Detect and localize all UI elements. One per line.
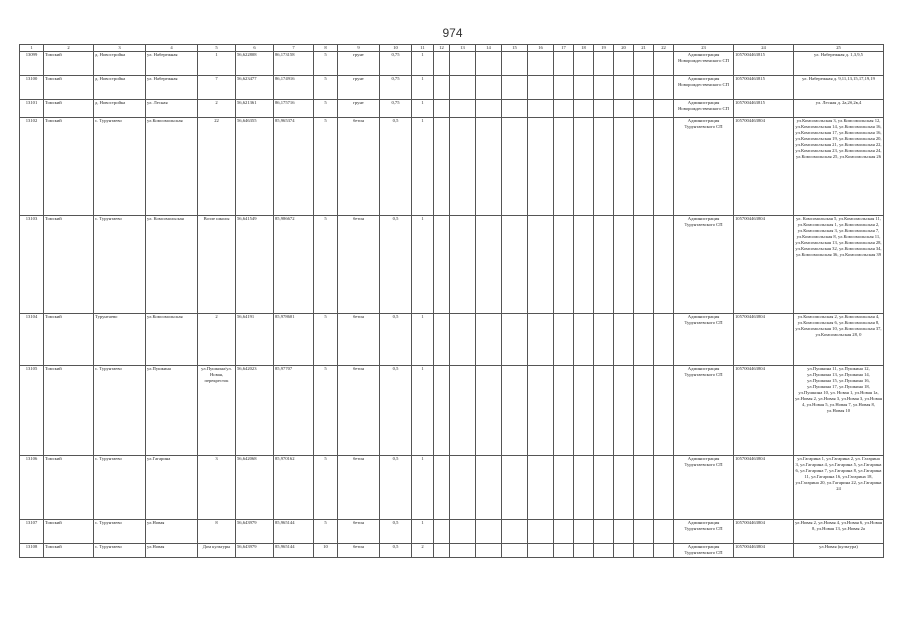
- table-cell: 1: [198, 52, 236, 76]
- table-cell: [614, 366, 634, 456]
- table-cell: 56,622808: [236, 52, 274, 76]
- table-cell: [476, 118, 502, 216]
- table-cell: 5: [314, 216, 338, 314]
- table-cell: 56,623477: [236, 76, 274, 100]
- table-cell: 86,175716: [274, 100, 314, 118]
- table-cell: ул. Набережная: [146, 76, 198, 100]
- table-cell: 13106: [20, 456, 44, 520]
- table-cell: [450, 544, 476, 558]
- table-cell: ул.Комсомольская 3, ул.Комсомольская 12, ул.Комсомольская 14, ул.Комсомольская 16, ул.Комсомольская 17, ул.Комсомольская 16, ул.Комсомольская 19, ул.Комсомольская 20, ул.Комсомольская 21, ул.Комсомольская 22, ул.Комсомольская 23, ул.Комсомольская 24, ул.Комсомольская 25, ул.Комсомольская 26: [794, 118, 884, 216]
- table-cell: Администрация Турунтаевского СП: [674, 314, 734, 366]
- column-header: 10: [380, 45, 412, 52]
- table-cell: [528, 100, 554, 118]
- table-cell: [614, 544, 634, 558]
- table-cell: Администрация Новорождественского СП: [674, 100, 734, 118]
- table-cell: 1057004463804: [734, 216, 794, 314]
- table-cell: [502, 76, 528, 100]
- table-cell: [634, 520, 654, 544]
- table-cell: [594, 118, 614, 216]
- table-cell: [654, 52, 674, 76]
- table-cell: [574, 366, 594, 456]
- table-cell: [634, 544, 654, 558]
- table-cell: 0,5: [380, 314, 412, 366]
- table-cell: [502, 544, 528, 558]
- table-cell: 1: [412, 366, 434, 456]
- table-cell: [528, 216, 554, 314]
- table-cell: грунт: [338, 76, 380, 100]
- table-row: [20, 216, 884, 314]
- table-cell: Администрация Турунтаевского СП: [674, 216, 734, 314]
- table-cell: [634, 118, 654, 216]
- table-cell: 56,643979: [236, 520, 274, 544]
- column-header: 1: [20, 45, 44, 52]
- table-cell: 7: [198, 76, 236, 100]
- column-header: 24: [734, 45, 794, 52]
- table-cell: ул. Набережная: [146, 52, 198, 76]
- table-cell: 1057004463815: [734, 100, 794, 118]
- table-cell: [450, 52, 476, 76]
- table-cell: [654, 216, 674, 314]
- table-cell: ул. Набережная д. 9,11,13,15,17,19,19: [794, 76, 884, 100]
- table-cell: Администрация Турунтаевского СП: [674, 544, 734, 558]
- table-cell: [476, 100, 502, 118]
- table-cell: 5: [314, 366, 338, 456]
- table-cell: Администрация Турунтаевского СП: [674, 456, 734, 520]
- table-cell: 1: [412, 52, 434, 76]
- table-cell: [434, 216, 450, 314]
- table-cell: 13108: [20, 544, 44, 558]
- table-cell: 56,642023: [236, 366, 274, 456]
- table-cell: 85,965144: [274, 520, 314, 544]
- table-cell: ул.Новая 2, ул.Новая 4, ул.Новая 6, ул.Новая 8, ул.Новая 13, ул.Новая 2а: [794, 520, 884, 544]
- table-row: [20, 100, 884, 118]
- table-cell: 86,173158: [274, 52, 314, 76]
- column-header: 14: [476, 45, 502, 52]
- table-cell: [450, 100, 476, 118]
- table-cell: [450, 520, 476, 544]
- table-cell: 5: [314, 76, 338, 100]
- table-cell: 85,965374: [274, 118, 314, 216]
- table-cell: с. Турунтаево: [94, 544, 146, 558]
- table-cell: [450, 366, 476, 456]
- table-cell: ул.Комсомольская: [146, 314, 198, 366]
- table-cell: Администрация Новорождественского СП: [674, 52, 734, 76]
- table-cell: 85,970162: [274, 456, 314, 520]
- table-cell: [434, 314, 450, 366]
- table-cell: 1057004463804: [734, 544, 794, 558]
- table-cell: 0,5: [380, 456, 412, 520]
- table-cell: [634, 52, 654, 76]
- table-cell: ул.Пушкина 11, ул.Пушкина 12, ул.Пушкина 13, ул.Пушкина 14, ул.Пушкина 15, ул.Пушкина 16, ул.Пушкина 17, ул.Пушкина 18, ул.Пушкина 10, ул. Новая 1, ул.Новая 1а, ул.Новая 2, ул.Новая 3, ул.Новая 3, ул.Новая 4, ул.Новая 5, ул.Новая 7, ул.Новая 8, ул.Новая 10: [794, 366, 884, 456]
- table-cell: с. Турунтаево: [94, 118, 146, 216]
- table-cell: с. Турунтаево: [94, 366, 146, 456]
- table-cell: [450, 118, 476, 216]
- table-cell: [502, 118, 528, 216]
- table-cell: [528, 544, 554, 558]
- table-cell: ул.Гагарина 1, ул.Гагарина 2, ул. Гагарина 3, ул.Гагарина 4, ул.Гагарина 5, ул.Гагарина 6, ул.Гагарина 7, ул.Гагарина 8, ул.Гагарина 11, ул.Гагарина 16, ул.Гагарина 18, ул.Гагарина 20, ул.Гагарина 22, ул.Гагарина 24: [794, 456, 884, 520]
- table-cell: Томский: [44, 118, 94, 216]
- table-cell: [654, 544, 674, 558]
- table-cell: д. Новостройка: [94, 76, 146, 100]
- table-cell: ул. Комсомольская 5, ул.Комсомольская 11, ул.Комсомольская 1, ул.Комсомольская 2, ул.Комсомольская 3, ул.Комсомольская 7, ул.Комсомольская 8, ул.Комсомольская 11, ул.Комсомольская 13, ул.Комсомольская 28, ул.Комсомольская 32, ул.Комсомольская 34, ул.Комсомольская 36, ул.Комсомольская 39: [794, 216, 884, 314]
- table-cell: бетон: [338, 366, 380, 456]
- table-cell: 13107: [20, 520, 44, 544]
- table-cell: 1: [412, 118, 434, 216]
- table-cell: [654, 456, 674, 520]
- table-cell: [502, 314, 528, 366]
- table-row: [20, 456, 884, 520]
- table-cell: [634, 100, 654, 118]
- table-cell: [528, 456, 554, 520]
- column-header: 6: [236, 45, 274, 52]
- table-cell: [654, 100, 674, 118]
- table-row: [20, 52, 884, 76]
- table-cell: [594, 100, 614, 118]
- table-cell: 0,5: [380, 520, 412, 544]
- table-cell: [634, 456, 654, 520]
- table-cell: [434, 456, 450, 520]
- table-cell: бетон: [338, 118, 380, 216]
- column-header: 15: [502, 45, 528, 52]
- table-row: [20, 544, 884, 558]
- table-cell: [528, 366, 554, 456]
- table-cell: [450, 216, 476, 314]
- column-header: 25: [794, 45, 884, 52]
- table-cell: [434, 366, 450, 456]
- table-cell: [502, 366, 528, 456]
- table-cell: [502, 456, 528, 520]
- table-cell: ул.Новая: [146, 520, 198, 544]
- table-cell: 13105: [20, 366, 44, 456]
- table-cell: [594, 216, 614, 314]
- table-cell: 13103: [20, 216, 44, 314]
- table-cell: [554, 544, 574, 558]
- table-cell: 1057004463804: [734, 366, 794, 456]
- table-cell: ул.Новая: [146, 544, 198, 558]
- table-cell: [614, 52, 634, 76]
- table-cell: 1057004463815: [734, 52, 794, 76]
- column-header: 2: [44, 45, 94, 52]
- table-cell: [614, 100, 634, 118]
- table-cell: [654, 314, 674, 366]
- table-cell: ул.Комсомольская: [146, 118, 198, 216]
- table-cell: [528, 118, 554, 216]
- table-cell: [594, 52, 614, 76]
- column-header: 3: [94, 45, 146, 52]
- table-cell: [528, 314, 554, 366]
- table-cell: ул. Лесная д. 2а,2б,2в,4: [794, 100, 884, 118]
- table-cell: 85,965144: [274, 544, 314, 558]
- table-cell: Дом культуры: [198, 544, 236, 558]
- table-cell: [634, 314, 654, 366]
- table-cell: Томский: [44, 456, 94, 520]
- table-cell: [554, 52, 574, 76]
- table-cell: [434, 76, 450, 100]
- table-cell: с. Турунтаево: [94, 456, 146, 520]
- table-cell: [434, 520, 450, 544]
- table-cell: [614, 76, 634, 100]
- column-header: 19: [594, 45, 614, 52]
- table-cell: грунт: [338, 52, 380, 76]
- table-cell: [634, 216, 654, 314]
- table-cell: [554, 314, 574, 366]
- table-cell: 2: [198, 314, 236, 366]
- table-cell: [476, 456, 502, 520]
- table-cell: [528, 76, 554, 100]
- table-row: [20, 76, 884, 100]
- column-header: 4: [146, 45, 198, 52]
- table-cell: [554, 456, 574, 520]
- table-cell: [434, 52, 450, 76]
- table-cell: 8: [198, 520, 236, 544]
- table-cell: Администрация Турунтаевского СП: [674, 520, 734, 544]
- table-cell: 1057004463804: [734, 520, 794, 544]
- table-cell: [554, 118, 574, 216]
- table-cell: Томский: [44, 76, 94, 100]
- table-cell: [502, 52, 528, 76]
- table-cell: [614, 216, 634, 314]
- table-cell: бетон: [338, 456, 380, 520]
- table-cell: 1: [412, 76, 434, 100]
- table-cell: [554, 216, 574, 314]
- table-cell: [574, 456, 594, 520]
- table-cell: 1057004463804: [734, 456, 794, 520]
- table-cell: 5: [314, 100, 338, 118]
- table-cell: ул.Комсомольская 2, ул.Комсомольская 4, ул.Комсомольская 6, ул.Комсомольская 8, ул.Комсомольская 10, ул.Комсомольская 37, ул.Комсомольская 28, 0: [794, 314, 884, 366]
- table-cell: [614, 456, 634, 520]
- table-cell: 13102: [20, 118, 44, 216]
- table-cell: 1: [412, 100, 434, 118]
- table-cell: [528, 52, 554, 76]
- column-header: 8: [314, 45, 338, 52]
- table-cell: [554, 76, 574, 100]
- table-cell: бетон: [338, 216, 380, 314]
- table-cell: [594, 76, 614, 100]
- table-cell: [654, 76, 674, 100]
- table-cell: 0,5: [380, 118, 412, 216]
- column-header: 21: [634, 45, 654, 52]
- table-cell: [594, 544, 614, 558]
- column-header: 7: [274, 45, 314, 52]
- column-header: 16: [528, 45, 554, 52]
- table-cell: ул.Гагарина: [146, 456, 198, 520]
- table-cell: Томский: [44, 100, 94, 118]
- table-cell: [574, 544, 594, 558]
- table-cell: 56,643979: [236, 544, 274, 558]
- table-cell: [554, 100, 574, 118]
- table-cell: [476, 366, 502, 456]
- column-header: 9: [338, 45, 380, 52]
- table-cell: [502, 100, 528, 118]
- column-header: 22: [654, 45, 674, 52]
- page-number: 974: [442, 26, 463, 40]
- table-cell: [614, 118, 634, 216]
- table-cell: 85,978601: [274, 314, 314, 366]
- table-row: [20, 366, 884, 456]
- table-cell: 1: [412, 216, 434, 314]
- table-cell: 1057004463815: [734, 76, 794, 100]
- table-cell: [614, 520, 634, 544]
- table-cell: [594, 456, 614, 520]
- table-cell: 0,75: [380, 76, 412, 100]
- table-cell: [476, 544, 502, 558]
- table-row: [20, 118, 884, 216]
- table-cell: 56,641549: [236, 216, 274, 314]
- table-cell: [476, 52, 502, 76]
- table-cell: [502, 520, 528, 544]
- table-cell: [574, 76, 594, 100]
- table-cell: 85,986672: [274, 216, 314, 314]
- table-cell: [594, 314, 614, 366]
- table-cell: 0,5: [380, 544, 412, 558]
- table-cell: [574, 520, 594, 544]
- column-header: 12: [434, 45, 450, 52]
- table-cell: грунт: [338, 100, 380, 118]
- table-cell: [654, 520, 674, 544]
- column-header: 11: [412, 45, 434, 52]
- table-cell: [554, 366, 574, 456]
- table-cell: 10: [314, 544, 338, 558]
- table-cell: [502, 216, 528, 314]
- column-header: 20: [614, 45, 634, 52]
- column-header: 17: [554, 45, 574, 52]
- table-cell: 13100: [20, 76, 44, 100]
- table-cell: [450, 456, 476, 520]
- table-cell: Томский: [44, 544, 94, 558]
- table-cell: [574, 314, 594, 366]
- table-cell: бетон: [338, 314, 380, 366]
- table-cell: Томский: [44, 520, 94, 544]
- table-cell: 1057004463804: [734, 314, 794, 366]
- table-cell: [476, 76, 502, 100]
- table-cell: [476, 520, 502, 544]
- table-cell: [574, 216, 594, 314]
- table-cell: 1: [412, 314, 434, 366]
- table-cell: д. Новостройка: [94, 100, 146, 118]
- table-cell: ул.Новая (культура): [794, 544, 884, 558]
- table-cell: 86,174916: [274, 76, 314, 100]
- table-cell: [594, 366, 614, 456]
- table-cell: [594, 520, 614, 544]
- table-cell: 0,5: [380, 216, 412, 314]
- table-cell: [528, 520, 554, 544]
- table-cell: ул. Набережная д. 1,3,9,5: [794, 52, 884, 76]
- table-cell: 1: [412, 520, 434, 544]
- table-cell: ул.Пушкина/ул. Новая, перекресток: [198, 366, 236, 456]
- table-cell: 5: [314, 520, 338, 544]
- table-cell: [554, 520, 574, 544]
- table-row: [20, 520, 884, 544]
- table-cell: Турунтаево: [94, 314, 146, 366]
- table-cell: [434, 118, 450, 216]
- table-cell: [476, 314, 502, 366]
- table-cell: с. Турунтаево: [94, 520, 146, 544]
- table-cell: 22: [198, 118, 236, 216]
- table-cell: 0,75: [380, 100, 412, 118]
- table-cell: [434, 544, 450, 558]
- table-row: [20, 314, 884, 366]
- table-cell: [450, 314, 476, 366]
- table-cell: 13101: [20, 100, 44, 118]
- table-cell: бетон: [338, 544, 380, 558]
- table-cell: 5: [314, 314, 338, 366]
- column-header: 18: [574, 45, 594, 52]
- table-cell: 5: [314, 456, 338, 520]
- table-cell: Томский: [44, 314, 94, 366]
- table-cell: 2: [412, 544, 434, 558]
- table-cell: Томский: [44, 216, 94, 314]
- header-row: [20, 45, 884, 52]
- table-cell: [614, 314, 634, 366]
- table-cell: Томский: [44, 366, 94, 456]
- table-cell: [654, 366, 674, 456]
- column-header: 13: [450, 45, 476, 52]
- table-cell: [476, 216, 502, 314]
- table-cell: 0,5: [380, 366, 412, 456]
- column-header: 23: [674, 45, 734, 52]
- table-cell: [574, 100, 594, 118]
- table-cell: 5: [314, 52, 338, 76]
- table-cell: 56,621361: [236, 100, 274, 118]
- table-cell: ул. Комсомольская: [146, 216, 198, 314]
- table-cell: 3: [198, 456, 236, 520]
- table-cell: 1057004463804: [734, 118, 794, 216]
- table-cell: Администрация Турунтаевского СП: [674, 366, 734, 456]
- table-cell: 5: [314, 118, 338, 216]
- registry-table: [19, 44, 884, 558]
- table-cell: 85,97707: [274, 366, 314, 456]
- table-cell: [574, 118, 594, 216]
- table-cell: 13099: [20, 52, 44, 76]
- table-cell: Возле школы: [198, 216, 236, 314]
- table-cell: [634, 76, 654, 100]
- table-cell: [634, 366, 654, 456]
- table-cell: 56,64191: [236, 314, 274, 366]
- table-cell: 2: [198, 100, 236, 118]
- table-cell: бетон: [338, 520, 380, 544]
- table-cell: [654, 118, 674, 216]
- table-cell: Администрация Турунтаевского СП: [674, 118, 734, 216]
- table-cell: Томский: [44, 52, 94, 76]
- table-cell: [450, 76, 476, 100]
- table-cell: ул. Лесная: [146, 100, 198, 118]
- table-cell: ул.Пушкина: [146, 366, 198, 456]
- table-cell: [574, 52, 594, 76]
- table-cell: Администрация Новорождественского СП: [674, 76, 734, 100]
- table-cell: 56,646355: [236, 118, 274, 216]
- table-cell: 0,75: [380, 52, 412, 76]
- table-cell: 13104: [20, 314, 44, 366]
- column-header: 5: [198, 45, 236, 52]
- table-cell: 1: [412, 456, 434, 520]
- table-cell: д. Новостройка: [94, 52, 146, 76]
- table-cell: 56,642068: [236, 456, 274, 520]
- table-cell: с. Турунтаево: [94, 216, 146, 314]
- table-cell: [434, 100, 450, 118]
